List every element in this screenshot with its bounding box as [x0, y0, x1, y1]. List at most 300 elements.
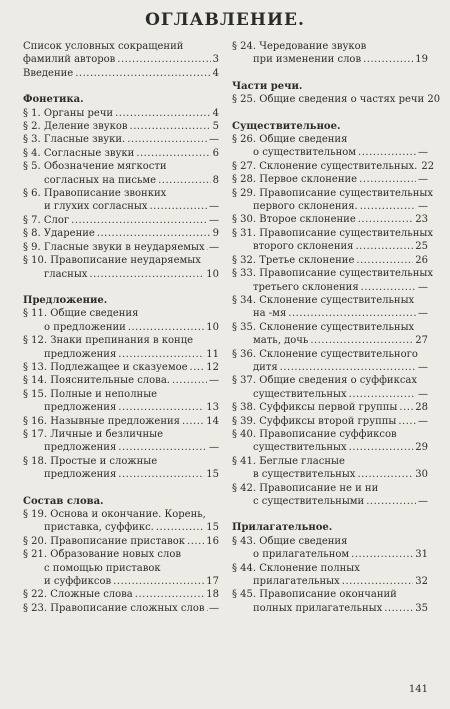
toc-entry-title: фамилий авторов — [23, 54, 116, 66]
toc-page-number: 15 — [206, 522, 219, 534]
toc-entry-line — [232, 388, 428, 401]
toc-entry-line — [23, 174, 219, 187]
toc-page-number: — — [209, 602, 219, 614]
toc-entry-line — [232, 267, 433, 280]
toc-entry-title: § 31. Правописание существительных — [232, 227, 433, 239]
toc-entry-title: первого склонения. — [253, 201, 358, 213]
dot-leader — [358, 146, 416, 159]
toc-page-number: 17 — [206, 576, 219, 588]
toc-entry-title: § 44. Склонение полных — [232, 562, 360, 574]
toc-entry-title: с помощью приставок — [44, 562, 161, 574]
dot-leader — [118, 401, 204, 414]
toc-entry[interactable] — [23, 307, 219, 334]
toc-entry-title: § 23. Правописание сложных слов — [23, 602, 205, 614]
toc-entry-line — [23, 214, 219, 227]
toc-entry-title: § 38. Суффиксы первой группы — [232, 402, 398, 414]
toc-entry-line — [232, 334, 428, 347]
dot-leader — [361, 281, 416, 294]
toc-entry-title: § 11. Общие сведения — [23, 308, 139, 320]
toc-page-number: 5 — [212, 121, 219, 133]
dot-leader — [349, 441, 414, 454]
toc-entry[interactable] — [232, 401, 428, 414]
dot-leader — [280, 361, 416, 374]
toc-entry-title: с существительными — [253, 496, 365, 507]
toc-entry-line — [232, 401, 428, 414]
toc-entry-line — [232, 468, 428, 481]
toc-page-number: 19 — [415, 54, 428, 66]
dot-leader — [398, 415, 416, 428]
toc-page-number: — — [418, 308, 428, 320]
toc-entry-title: Список условных сокращений — [23, 41, 184, 52]
dot-leader — [172, 374, 207, 387]
toc-entry-title: § 10. Правописание неударяемых — [23, 255, 201, 267]
dot-leader — [118, 348, 204, 361]
dot-leader — [351, 548, 413, 561]
toc-entry-title: § 5. Обозначение мягкости — [23, 161, 167, 173]
toc-entry-title: о существительном — [253, 147, 357, 159]
toc-entry[interactable] — [23, 40, 219, 67]
toc-entry-line — [23, 455, 219, 468]
dot-leader — [136, 147, 210, 160]
toc-entry[interactable] — [232, 254, 428, 267]
toc-entry[interactable] — [232, 213, 428, 226]
toc-entry[interactable] — [23, 428, 219, 455]
toc-page-number: — — [209, 442, 219, 454]
section-gap — [232, 107, 428, 120]
toc-entry[interactable] — [23, 147, 219, 160]
toc-entry-title: § 19. Основа и окончание. Корень, — [23, 509, 206, 520]
toc-entry-line — [232, 548, 428, 561]
toc-page-number: — — [418, 201, 428, 213]
toc-entry-title: § 21. Образование новых слов — [23, 549, 182, 561]
toc-entry[interactable] — [232, 227, 433, 254]
toc-entry-title: существительных — [253, 388, 347, 400]
toc-entry-title: § 32. Третье склонение — [232, 254, 355, 266]
toc-entry-title: § 25. Общие сведения о частях речи 20 — [232, 94, 441, 106]
toc-entry-title: полных прилагательных — [253, 602, 383, 614]
dot-leader — [288, 307, 416, 320]
toc-entry-title: предложения — [44, 402, 117, 414]
dot-leader — [349, 388, 416, 401]
toc-page-number: 31 — [415, 549, 428, 561]
toc-entry-line — [23, 535, 219, 548]
toc-entry-line — [23, 374, 219, 387]
toc-page-number: — — [209, 201, 219, 213]
toc-entry-title: § 4. Согласные звуки — [23, 147, 135, 159]
toc-entry-title: § 24. Чередование звуков — [232, 41, 367, 52]
toc-entry-title: § 6. Правописание звонких — [23, 188, 167, 200]
toc-page-number: 27 — [415, 335, 428, 347]
toc-entry-title: § 37. Общие сведения о суффиксах — [232, 375, 418, 387]
toc-entry[interactable] — [23, 588, 219, 601]
toc-entry-line — [23, 575, 219, 588]
toc-page-number: — — [418, 388, 428, 400]
toc-entry-line — [232, 415, 428, 428]
toc-entry-line — [23, 107, 219, 120]
toc-entry-line — [23, 307, 219, 320]
dot-leader — [135, 588, 204, 601]
toc-entry-title: существительных — [253, 442, 347, 454]
toc-right-column — [232, 40, 441, 615]
toc-entry-title: § 20. Правописание приставок — [23, 535, 186, 547]
toc-page-number: — — [209, 134, 219, 146]
toc-entry[interactable] — [232, 267, 433, 294]
section-heading: Существительное. — [232, 120, 341, 132]
dot-leader — [75, 67, 210, 80]
toc-entry-title: § 45. Правописание окончаний — [232, 589, 397, 601]
toc-entry[interactable] — [23, 67, 219, 80]
toc-entry-title: § 34. Склонение существительных — [232, 294, 415, 306]
dot-leader — [128, 321, 204, 334]
dot-leader — [89, 268, 204, 281]
toc-entry-line — [232, 93, 441, 106]
toc-entry[interactable] — [23, 160, 219, 187]
toc-entry-line — [232, 321, 428, 334]
toc-entry-line — [23, 187, 219, 200]
toc-entry-line — [232, 213, 428, 226]
toc-entry-line — [232, 441, 428, 454]
toc-entry[interactable] — [23, 415, 219, 428]
toc-page-number: — — [418, 361, 428, 373]
toc-entry-title: § 15. Полные и неполные — [23, 388, 158, 400]
toc-entry-line — [23, 548, 219, 561]
toc-entry-line — [232, 133, 428, 146]
toc-page-number: — — [418, 174, 428, 186]
dot-leader — [71, 214, 207, 227]
toc-entry-line — [232, 588, 428, 601]
toc-entry-line — [232, 227, 433, 240]
toc-entry-line — [23, 508, 219, 521]
dot-leader — [384, 602, 413, 615]
toc-entry-title: § 43. Общие сведения — [232, 535, 348, 547]
dot-leader — [359, 173, 416, 186]
toc-entry-title: § 2. Деление звуков — [23, 121, 128, 133]
toc-entry[interactable] — [232, 187, 433, 214]
dot-leader — [356, 240, 414, 253]
toc-entry-line — [232, 254, 428, 267]
toc-entry-title: второго склонения — [253, 241, 354, 253]
toc-entry-line — [23, 160, 219, 173]
toc-entry-line — [232, 187, 433, 200]
dot-leader — [117, 53, 210, 66]
section-heading: Прилагательное. — [232, 522, 333, 534]
toc-entry-line — [23, 334, 219, 347]
toc-page-number: — — [418, 415, 428, 427]
toc-entry-line — [23, 401, 219, 414]
section-gap — [23, 80, 219, 93]
toc-page-number: 10 — [206, 321, 219, 333]
toc-entry-title: § 36. Склонение существительного — [232, 348, 418, 360]
toc-entry-line — [23, 361, 219, 374]
toc-entry[interactable] — [232, 173, 428, 186]
toc-entry-line — [232, 361, 428, 374]
toc-entry-title: § 39. Суффиксы второй группы — [232, 415, 397, 427]
toc-entry[interactable] — [23, 548, 219, 588]
toc-page-number: 32 — [415, 576, 428, 588]
toc-page-number: 3 — [212, 54, 219, 66]
toc-page-number: 30 — [415, 469, 428, 481]
toc-entry-title: и глухих согласных — [44, 201, 148, 213]
toc-entry-line — [23, 348, 219, 361]
section-gap — [23, 281, 219, 294]
toc-entry-line — [23, 441, 219, 454]
dot-leader — [113, 575, 204, 588]
toc-entry-title: § 26. Общие сведения — [232, 134, 348, 146]
toc-page-number: 22 — [421, 160, 435, 172]
dot-leader — [130, 120, 211, 133]
toc-entry[interactable] — [23, 227, 219, 240]
dot-leader — [158, 174, 211, 187]
toc-entry[interactable] — [23, 241, 219, 254]
toc-entry-line — [23, 588, 219, 601]
dot-leader — [118, 468, 204, 481]
section-heading: Предложение. — [23, 294, 108, 306]
toc-entry-title: § 8. Ударение — [23, 228, 95, 240]
toc-entry-line — [23, 227, 219, 240]
toc-entry[interactable] — [23, 187, 219, 214]
toc-entry-line — [23, 133, 219, 146]
toc-entry[interactable] — [232, 482, 428, 509]
section-gap — [232, 508, 428, 521]
toc-entry[interactable] — [232, 93, 441, 106]
dot-leader — [357, 468, 413, 481]
toc-entry[interactable] — [232, 415, 428, 428]
page-number: 141 — [408, 684, 428, 695]
toc-entry-title: дитя — [253, 361, 278, 373]
toc-entry-title: приставка, суффикс. — [44, 522, 154, 534]
toc-entry-title: § 16. Назывные предложения — [23, 415, 180, 427]
toc-entry-line — [23, 468, 219, 481]
toc-entry-line — [23, 602, 219, 615]
toc-entry-title: § 41. Беглые гласные — [232, 455, 345, 467]
toc-entry-line — [232, 40, 428, 53]
toc-entry-line — [232, 602, 428, 615]
toc-left-column — [23, 40, 219, 615]
toc-entry-title: и суффиксов — [44, 576, 112, 588]
toc-entry-title: § 33. Правописание существительных — [232, 268, 433, 280]
toc-page-number: 4 — [212, 107, 219, 119]
toc-entry-line — [23, 321, 219, 334]
toc-entry[interactable] — [23, 107, 219, 120]
toc-entry[interactable] — [232, 40, 428, 67]
dot-leader — [97, 227, 211, 240]
dot-leader — [310, 334, 413, 347]
toc-entry-line — [232, 307, 428, 320]
dot-leader — [190, 361, 205, 374]
toc-entry-line — [23, 254, 219, 267]
toc-entry[interactable] — [23, 334, 219, 361]
toc-entry-title: прилагательных — [253, 576, 340, 588]
toc-entry-title: § 40. Правописание суффиксов — [232, 428, 397, 440]
toc-page-number: 29 — [415, 442, 428, 454]
toc-entry-line — [232, 374, 428, 387]
section-gap — [23, 482, 219, 495]
dot-leader — [118, 441, 207, 454]
toc-entry[interactable] — [232, 160, 435, 173]
toc-entry[interactable] — [23, 214, 219, 227]
toc-entry-title: третьего склонения — [253, 281, 359, 293]
toc-page-number: 11 — [206, 348, 219, 360]
toc-entry-line — [23, 241, 219, 254]
toc-entry-line — [232, 200, 428, 213]
toc-entry-line — [23, 388, 219, 401]
dot-leader — [399, 401, 413, 414]
toc-entry[interactable] — [232, 455, 428, 482]
toc-entry-title: § 7. Слог — [23, 214, 70, 226]
toc-entry[interactable] — [232, 374, 428, 401]
section-heading: Части речи. — [232, 80, 303, 92]
toc-entry-line — [232, 482, 428, 495]
toc-page-number: 35 — [415, 602, 428, 614]
dot-leader — [115, 107, 211, 120]
toc-entry-line — [232, 562, 428, 575]
toc-entry-line — [23, 40, 219, 53]
toc-entry[interactable] — [232, 321, 428, 348]
toc-entry-title: § 14. Пояснительные слова. — [23, 375, 170, 387]
toc-entry-line — [232, 455, 428, 468]
dot-leader — [149, 200, 207, 213]
toc-entry-title: о предложении — [44, 321, 126, 333]
toc-entry[interactable] — [232, 294, 428, 321]
toc-entry-line — [23, 428, 219, 441]
toc-entry-line — [232, 575, 428, 588]
toc-entry-title: в существительных — [253, 469, 356, 481]
dot-leader — [358, 213, 414, 226]
toc-entry-title: § 30. Второе склонение — [232, 214, 356, 226]
toc-entry-line — [232, 281, 428, 294]
toc-entry-title: Введение — [23, 67, 74, 79]
toc-entry-line — [232, 294, 428, 307]
toc-entry-title: предложения — [44, 348, 117, 360]
toc-page-number: 16 — [206, 535, 219, 547]
toc-entry-line — [23, 415, 219, 428]
toc-entry[interactable] — [23, 120, 219, 133]
toc-entry-line — [23, 268, 219, 281]
toc-page-number: — — [418, 147, 428, 159]
toc-entry-line — [232, 240, 428, 253]
toc-entry-title: § 22. Сложные слова — [23, 589, 133, 601]
toc-page-number: 8 — [212, 174, 219, 186]
toc-entry-title: § 29. Правописание существительных — [232, 187, 433, 199]
toc-entry-line — [23, 53, 219, 66]
toc-entry-line — [23, 521, 219, 534]
toc-entry[interactable] — [23, 508, 219, 535]
toc-entry-title: § 9. Гласные звуки в неударяемых — [23, 241, 205, 253]
section-heading: Фонетика. — [23, 94, 84, 106]
section-heading: Состав слова. — [23, 495, 104, 507]
toc-page-number: 23 — [415, 214, 428, 226]
toc-entry[interactable] — [232, 428, 428, 455]
toc-page-number: 26 — [415, 254, 428, 266]
toc-entry-line — [232, 428, 428, 441]
dot-leader — [127, 133, 207, 146]
toc-entry-line — [23, 200, 219, 213]
toc-entry-title: при изменении слов — [253, 54, 362, 66]
toc-page-number: 28 — [415, 402, 428, 414]
dot-leader — [342, 575, 414, 588]
toc-page-number: — — [209, 241, 219, 253]
dot-leader — [366, 495, 416, 508]
toc-page-number: 14 — [206, 415, 219, 427]
toc-page-number: 12 — [206, 361, 219, 373]
toc-page-number: — — [418, 281, 428, 293]
toc-entry[interactable] — [23, 388, 219, 415]
dot-leader — [363, 53, 413, 66]
toc-entry[interactable] — [23, 133, 219, 146]
toc-entry-title: § 3. Гласные звуки. — [23, 134, 126, 146]
toc-page-number: 4 — [212, 67, 219, 79]
toc-entry-line — [232, 146, 428, 159]
toc-entry[interactable] — [232, 133, 428, 160]
page-title: ОГЛАВЛЕНИЕ. — [145, 10, 305, 30]
toc-entry-title: о прилагательном — [253, 549, 350, 561]
dot-leader — [182, 415, 204, 428]
toc-entry-title: § 17. Личные и безличные — [23, 428, 164, 440]
toc-page-number: 25 — [415, 241, 428, 253]
toc-entry-title: § 35. Склонение существительных — [232, 321, 415, 333]
toc-page-number: 9 — [212, 228, 219, 240]
toc-entry-line — [23, 67, 219, 80]
dot-leader — [187, 535, 204, 548]
toc-entry-title: § 12. Знаки препинания в конце — [23, 335, 194, 347]
toc-entry-line — [232, 160, 435, 173]
toc-page-number: 13 — [206, 402, 219, 414]
dot-leader — [356, 254, 413, 267]
toc-page-number: 18 — [206, 589, 219, 601]
toc-entry-title: § 1. Органы речи — [23, 107, 114, 119]
toc-entry[interactable] — [232, 535, 428, 562]
toc-entry[interactable] — [232, 562, 428, 589]
toc-entry-line — [232, 495, 428, 508]
toc-entry-line — [232, 535, 428, 548]
toc-entry[interactable] — [23, 254, 219, 281]
toc-entry-title: предложения — [44, 442, 117, 454]
toc-entry-line — [23, 147, 219, 160]
toc-entry-line — [23, 562, 219, 575]
dot-leader — [156, 521, 204, 534]
toc-entry[interactable] — [23, 602, 219, 615]
toc-entry-title: § 42. Правописание не и ни — [232, 482, 379, 494]
toc-entry[interactable] — [23, 455, 219, 482]
section-gap — [232, 67, 428, 80]
toc-entry-title: § 18. Простые и сложные — [23, 455, 158, 467]
toc-page-number: 6 — [212, 147, 219, 159]
toc-entry-title: гласных — [44, 268, 88, 280]
toc-page-number: 10 — [206, 268, 219, 280]
toc-entry-title: § 13. Подлежащее и сказуемое — [23, 361, 188, 373]
toc-entry[interactable] — [23, 374, 219, 387]
toc-entry[interactable] — [23, 535, 219, 548]
toc-entry-line — [232, 53, 428, 66]
toc-entry[interactable] — [232, 348, 428, 375]
toc-entry[interactable] — [23, 361, 219, 374]
dot-leader — [360, 200, 416, 213]
toc-entry-title: § 27. Склонение существительных. — [232, 160, 418, 172]
toc-page-number: — — [209, 214, 219, 226]
toc-entry-line — [232, 173, 428, 186]
toc-page-number: — — [209, 375, 219, 387]
toc-entry-title: на -мя — [253, 308, 287, 320]
toc-entry-title: согласных на письме — [44, 174, 157, 186]
toc-page-number: — — [418, 496, 428, 507]
toc-entry[interactable] — [232, 588, 428, 615]
toc-entry-line — [232, 348, 428, 361]
toc-entry-line — [23, 120, 219, 133]
toc-entry-title: мать, дочь — [253, 335, 309, 347]
toc-entry-title: предложения — [44, 469, 117, 481]
toc-page-number: 15 — [206, 469, 219, 481]
toc-entry-title: § 28. Первое склонение — [232, 174, 358, 186]
